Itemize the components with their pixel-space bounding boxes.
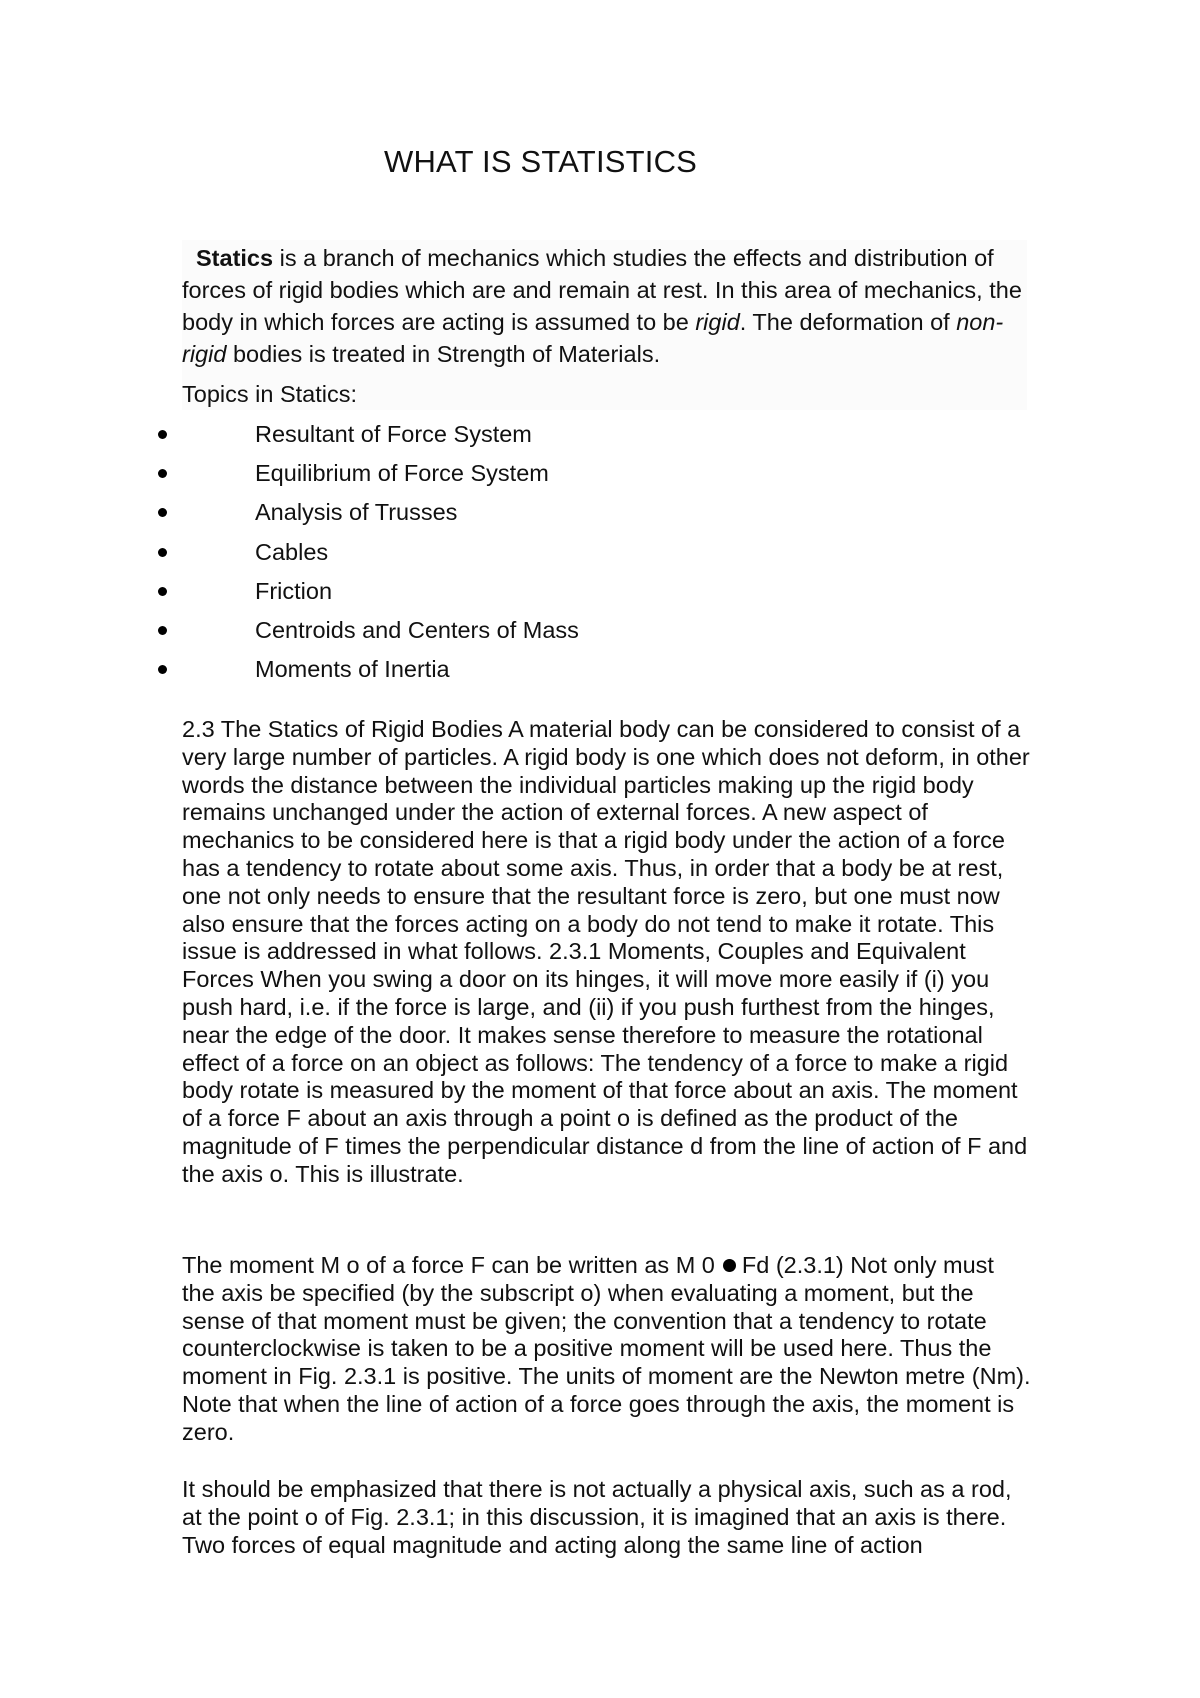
bullet-icon <box>158 508 167 517</box>
intro-text-1: is a branch of mechanics which studies the effects and distribution of forces of rigid bodies which are and remain at rest. In this area of mechanics, the body in which forces are acting is assumed to be <box>182 245 1022 335</box>
topic-label: Centroids and Centers of Mass <box>255 616 579 643</box>
topics-heading: Topics in Statics: <box>182 381 358 407</box>
intro-italic-non-rigid: non-rigid <box>182 309 1004 367</box>
rigid-bodies-paragraph: 2.3 The Statics of Rigid Bodies A material body can be considered to consist of a very large number of particles. A rigid body is one which does not deform, in other words the distance between the individual particles making up the rigid body remains unchanged under the action of external forces. A new aspect of mechanics to be considered here is that a rigid body under the action of a force has a tendency to rotate about some axis. Thus, in order that a body be at rest, one not only needs to ensure that the resultant force is zero, but one must now also ensure that the forces acting on a body do not tend to make it rotate. This issue is addressed in what follows. 2.3.1 Moments, Couples and Equivalent Forces When you swing a door on its hinges, it will move more easily if (i) you push hard, i.e. if the force is large, and (ii) if you push furthest from the hinges, near the edge of the door. It makes sense therefore to measure the rotational effect of a force on an object as follows: The tendency of a force to make a rigid body rotate is measured by the moment of that force about an axis. The moment of a force F about an axis through a point o is defined as the product of the magnitude of F times the perpendicular distance d from the line of action of F and the axis o. This is illustrate. <box>182 716 1030 1187</box>
axis-paragraph: It should be emphasized that there is not actually a physical axis, such as a rod, at the point o of Fig. 2.3.1; in this discussion, it is imagined that an axis is there. Two forces of equal magnitude and acting along the same line of action <box>182 1476 1012 1558</box>
topic-label: Resultant of Force System <box>255 421 532 447</box>
intro-text-3: bodies is treated in Strength of Materials. <box>226 341 661 367</box>
topic-label: Moments of Inertia <box>255 656 450 683</box>
bullet-icon <box>158 665 167 674</box>
moment-text-rest: Fd (2.3.1) Not only must the axis be specified (by the subscript o) when evaluating a moment, but the sense of that moment must be given; the convention that a tendency to rotate counterclockwise is taken to be a positive moment will be used here. Thus the moment in Fig. 2.3.1 is positive. The units of moment are the Newton metre (Nm). Note that when the line of action of a force goes through the axis, the moment is zero. <box>182 1252 1031 1445</box>
document-title: WHAT IS STATISTICS <box>384 144 698 179</box>
intro-text-2: . The deformation of <box>739 309 957 335</box>
equals-symbol-icon <box>723 1259 736 1272</box>
bullet-icon <box>158 469 167 478</box>
moment-paragraph <box>182 1252 1032 1447</box>
intro-bold-term: Statics <box>196 245 274 271</box>
bullet-icon <box>158 626 167 635</box>
topic-label: Equilibrium of Force System <box>255 460 549 487</box>
topic-label: Cables <box>255 538 329 565</box>
bullet-icon <box>158 587 167 596</box>
bullet-icon <box>158 430 167 439</box>
topic-label: Analysis of Trusses <box>255 499 458 526</box>
bullet-icon <box>158 548 167 557</box>
intro-italic-rigid: rigid <box>695 309 740 335</box>
topic-label: Friction <box>255 577 333 604</box>
moment-text-start: The moment M o of a force F can be written as M 0 <box>182 1252 715 1278</box>
intro-paragraph <box>182 242 1032 370</box>
